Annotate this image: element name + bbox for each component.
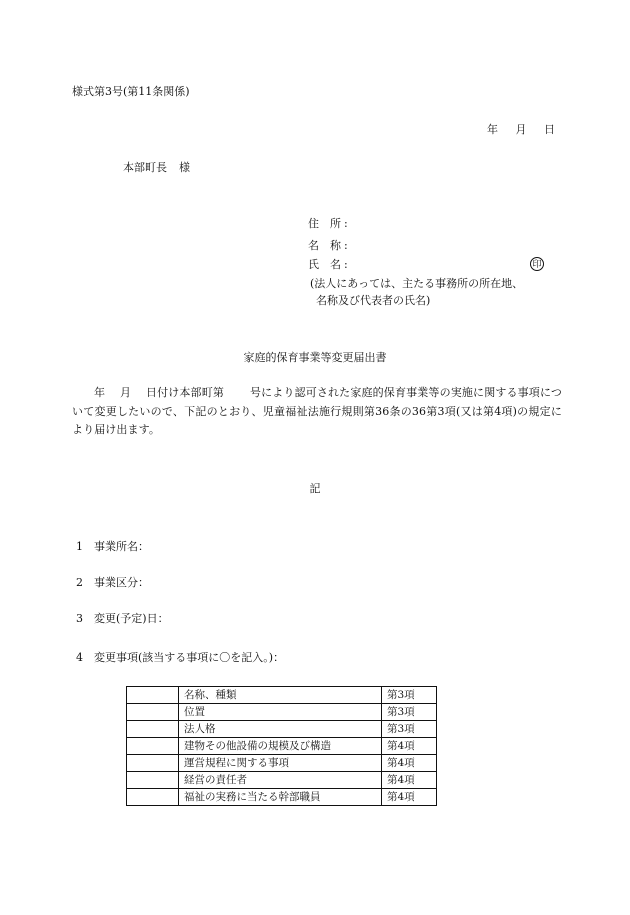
seal-mark: 印	[530, 257, 544, 271]
table-row	[127, 755, 437, 772]
clause-cell: 第3項	[382, 704, 437, 721]
addressee-honorific: 様	[179, 161, 190, 174]
item-number: 1	[76, 540, 83, 553]
document-title: 家庭的保育事業等変更届出書	[243, 351, 387, 364]
corp-note-line1: (法人にあっては、主たる事務所の所在地、	[310, 277, 524, 290]
date-year: 年	[487, 123, 498, 136]
item-label: 変更事項(該当する事項に〇を記入。)：	[94, 651, 285, 664]
name-colon: :	[344, 239, 348, 252]
item-cell: 運営規程に関する事項	[179, 755, 382, 772]
person-colon: :	[344, 258, 348, 271]
clause-cell: 第3項	[382, 721, 437, 738]
item-business-name[interactable]	[76, 540, 149, 554]
clause-cell: 第4項	[382, 738, 437, 755]
change-matters-table	[126, 686, 437, 806]
item-label: 変更(予定)日：	[94, 612, 169, 625]
table-row	[127, 721, 437, 738]
person-label: 氏 名	[308, 258, 341, 271]
clause-cell: 第4項	[382, 772, 437, 789]
body-paragraph: 年 月 日付け本部町第 号により認可された家庭的保育事業等の実施に関する事項について変更したいので、下記のとおり、児童福祉法施行規則第36条の36第3項(又は第4項)の規定により届け出ます。	[72, 386, 562, 436]
item-change-date[interactable]	[76, 612, 169, 626]
table-row	[127, 789, 437, 806]
table-row	[127, 704, 437, 721]
ki-heading: 記	[309, 482, 321, 495]
item-cell: 福祉の実務に当たる幹部職員	[179, 789, 382, 806]
name-label: 名 称	[308, 239, 341, 252]
applicant-address-field[interactable]	[308, 217, 348, 231]
item-cell: 経営の責任者	[179, 772, 382, 789]
item-cell: 法人格	[179, 721, 382, 738]
clause-cell: 第4項	[382, 755, 437, 772]
date-line	[473, 123, 555, 137]
mark-cell[interactable]	[127, 721, 179, 738]
item-cell: 建物その他設備の規模及び構造	[179, 738, 382, 755]
corp-note-line2: 名称及び代表者の氏名)	[316, 294, 431, 307]
item-cell: 位置	[179, 704, 382, 721]
table-row	[127, 738, 437, 755]
addressee	[123, 161, 190, 175]
table-row	[127, 772, 437, 789]
clause-cell: 第3項	[382, 687, 437, 704]
mark-cell[interactable]	[127, 704, 179, 721]
date-day: 日	[544, 123, 555, 136]
mark-cell[interactable]	[127, 738, 179, 755]
applicant-name-field[interactable]	[308, 239, 348, 253]
clause-cell: 第4項	[382, 789, 437, 806]
item-number: 4	[76, 651, 83, 664]
item-change-matters	[76, 651, 284, 665]
item-number: 3	[76, 612, 83, 625]
form-number: 様式第3号(第11条関係)	[72, 85, 190, 98]
applicant-person-field[interactable]	[308, 258, 348, 272]
date-month: 月	[515, 123, 527, 136]
item-cell: 名称、種類	[179, 687, 382, 704]
item-business-category[interactable]	[76, 576, 149, 590]
mark-cell[interactable]	[127, 687, 179, 704]
mark-cell[interactable]	[127, 755, 179, 772]
address-label: 住 所	[308, 217, 341, 230]
address-colon: :	[344, 217, 348, 230]
mark-cell[interactable]	[127, 789, 179, 806]
addressee-name: 本部町長	[123, 161, 167, 174]
item-label: 事業所名：	[94, 540, 149, 553]
table-row	[127, 687, 437, 704]
item-label: 事業区分：	[94, 576, 149, 589]
mark-cell[interactable]	[127, 772, 179, 789]
item-number: 2	[76, 576, 83, 589]
